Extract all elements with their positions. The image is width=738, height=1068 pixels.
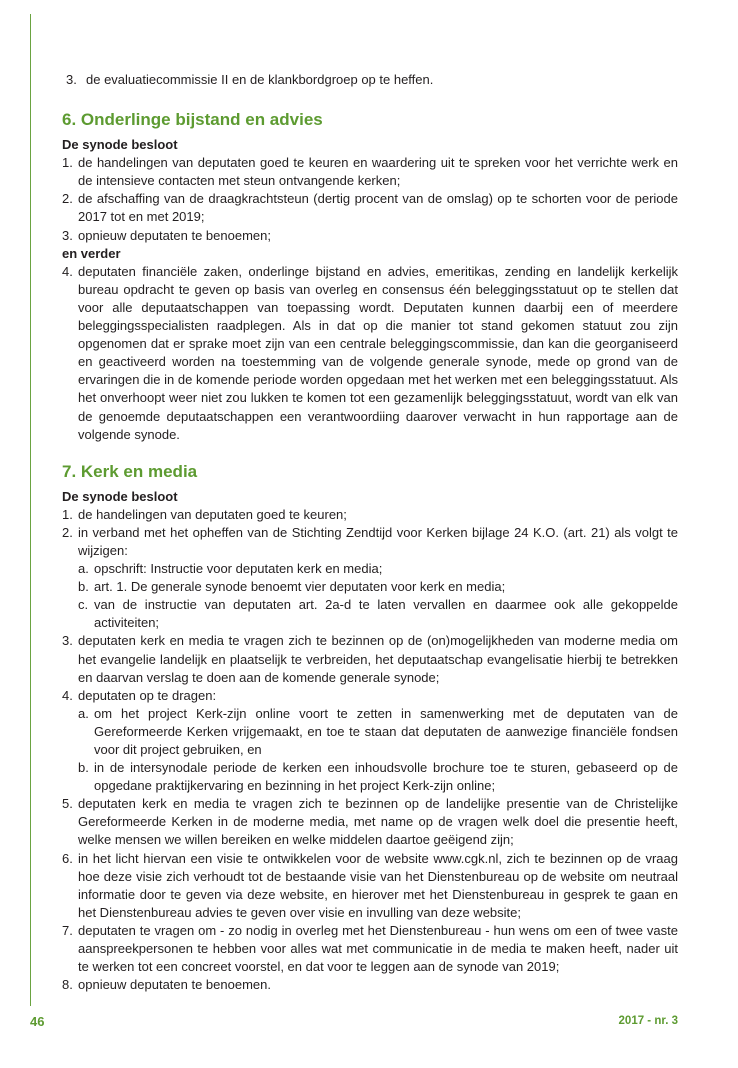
list-text: de evaluatiecommissie II en de klankbordgroep op te heffen. bbox=[86, 72, 434, 87]
list-number: a. bbox=[78, 705, 89, 721]
list-number: 1. bbox=[62, 506, 73, 522]
margin-rule bbox=[30, 14, 31, 1006]
list-item bbox=[62, 795, 678, 849]
sub-list-item bbox=[62, 705, 678, 759]
list-text: in de intersynodale periode de kerken een inhoudsvolle brochure toe te sturen, gebaseerd op de opgedane praktijkervaring en bezinning in het project Kerk-zijn online; bbox=[94, 760, 678, 794]
list-text: opschrift: Instructie voor deputaten kerk en media; bbox=[94, 561, 383, 577]
list-text: deputaten te vragen om - zo nodig in overleg met het Dienstenbureau - hun wens om een of twee vaste aanspreekpersonen te hebben voor alles wat met communicatie in de media te maken heeft, nader uit te werken tot een concreet voorstel, en dat voor te leggen aan de synode van 2019; bbox=[78, 922, 678, 975]
section-7-heading: 7. Kerk en media bbox=[62, 461, 198, 481]
section-6-heading: 6. Onderlinge bijstand en advies bbox=[62, 110, 323, 130]
list-text: in het licht hiervan een visie te ontwikkelen voor de website www.cgk.nl, zich te bezinnen op de vraag hoe deze visie zich verhoudt tot de bestaande visie van het Dienstenbureau op de website om neutraal informatie door te geven via deze website, en hierover met het Dienstenbureau in gesprek te gaan en het Dienstenbureau advies te geven over visie en invulling van deze website; bbox=[78, 850, 678, 920]
section-7-lead: De synode besloot bbox=[62, 488, 178, 504]
list-item bbox=[62, 976, 678, 994]
list-text: deputaten kerk en media te vragen zich te bezinnen op de (on)mogelijkheden van moderne media om het evangelie landelijk en plaatselijk te verbreiden, het deputaatschap evangelisatie hierbij te betrekken en daarvan verslag te doen aan de komende generale synode; bbox=[78, 633, 678, 685]
list-number: 6. bbox=[62, 850, 73, 866]
list-text: deputaten kerk en media te vragen zich te bezinnen op de landelijke presentie van de Christelijke Gereformeerde Kerken in de moderne media, met name op de vragen welk doel die presentie heeft, welke mensen we willen bereiken en welke middelen daartoe geëigend zijn; bbox=[78, 796, 678, 848]
list-text: opnieuw deputaten te benoemen. bbox=[78, 977, 271, 993]
list-item bbox=[62, 190, 678, 226]
sub-list-item bbox=[62, 578, 678, 596]
list-text: van de instructie van deputaten art. 2a-d te laten vervallen en daarmee ook alle gekoppelde activiteiten; bbox=[94, 597, 678, 631]
list-item bbox=[62, 850, 678, 922]
list-text: om het project Kerk-zijn online voort te zetten in samenwerking met de deputaten van de Gereformeerde Kerken vrijgemaakt, en toe te staan dat deputaten de aanwezige financiële fondsen voor dit project gebruiken, en bbox=[94, 705, 678, 757]
list-item bbox=[62, 263, 678, 444]
list-item bbox=[62, 154, 678, 190]
list-text: deputaten op te dragen: bbox=[78, 687, 217, 703]
list-number: 4. bbox=[62, 687, 73, 703]
list-number: 4. bbox=[62, 263, 73, 279]
page-content bbox=[62, 71, 678, 994]
list-item bbox=[62, 524, 678, 560]
list-number: 7. bbox=[62, 922, 73, 938]
list-number: 3. bbox=[62, 633, 73, 649]
list-number: c. bbox=[78, 597, 89, 613]
list-number: b. bbox=[78, 579, 89, 595]
list-item bbox=[62, 687, 678, 705]
list-item bbox=[66, 71, 682, 89]
page-number: 46 bbox=[30, 1014, 45, 1029]
list-number: a. bbox=[78, 561, 89, 577]
list-item bbox=[62, 227, 678, 245]
issue-label: 2017 - nr. 3 bbox=[618, 1015, 678, 1027]
section-6-list bbox=[62, 154, 678, 244]
list-text: de afschaffing van de draagkrachtsteun (dertig procent van de omslag) op te schorten voor de periode 2017 tot en met 2019; bbox=[78, 191, 678, 225]
list-number: 3. bbox=[66, 72, 77, 87]
list-number: 3. bbox=[62, 227, 73, 243]
list-number: 5. bbox=[62, 796, 73, 812]
list-text: deputaten financiële zaken, onderlinge bijstand en advies, emeritikas, zending en landelijk kerkelijk bureau opdracht te geven op basis van overleg en consensus één beleggingsstatuut op te stellen dat voor alle deputaatschappen van toepassing wordt. Deputaten kunnen daarbij een of meerdere beleggingsspecialisten raadplegen. Als in dat op die manier tot stand gekomen statuut zou zijn opgenomen dat er sprake moet zijn van een centrale beleggingscommissie, dan kan die georganiseerd en geactiveerd worden na toestemming van de volgende generale synode, mede op grond van de ervaringen die in de komende periode worden opgedaan met het werken met een beleggingsstatuut. Als het onverhoopt weer niet zou lukken te komen tot een gezamenlijk beleggingsstatuut, wordt van elk van de genoemde deputaatschappen een verantwoordiing daarover verwacht in hun rapportage aan de volgende synode. bbox=[78, 263, 678, 442]
list-text: de handelingen van deputaten goed te keuren; bbox=[78, 506, 347, 522]
section-6-lead-2: en verder bbox=[62, 245, 121, 261]
list-item bbox=[62, 506, 678, 524]
list-number: 2. bbox=[62, 524, 73, 540]
sub-list-item bbox=[62, 759, 678, 795]
sub-list-item bbox=[62, 596, 678, 632]
list-number: b. bbox=[78, 760, 89, 776]
sub-list-item bbox=[62, 560, 678, 578]
section-6-lead: De synode besloot bbox=[62, 137, 178, 153]
list-text: de handelingen van deputaten goed te keuren en waardering uit te spreken voor het verrichte werk en de intensieve contacten met steun ontvangende kerken; bbox=[78, 155, 678, 189]
list-item bbox=[62, 922, 678, 976]
list-text: opnieuw deputaten te benoemen; bbox=[78, 227, 271, 243]
list-text: art. 1. De generale synode benoemt vier deputaten voor kerk en media; bbox=[94, 579, 506, 595]
list-item bbox=[62, 632, 678, 686]
section-6-list-2 bbox=[62, 263, 678, 444]
section-7-list bbox=[62, 506, 678, 995]
list-number: 8. bbox=[62, 977, 73, 993]
list-number: 1. bbox=[62, 155, 73, 171]
list-text: in verband met het opheffen van de Stichting Zendtijd voor Kerken bijlage 24 K.O. (art. 21) als volgt te wijzigen: bbox=[78, 524, 678, 558]
list-number: 2. bbox=[62, 191, 73, 207]
